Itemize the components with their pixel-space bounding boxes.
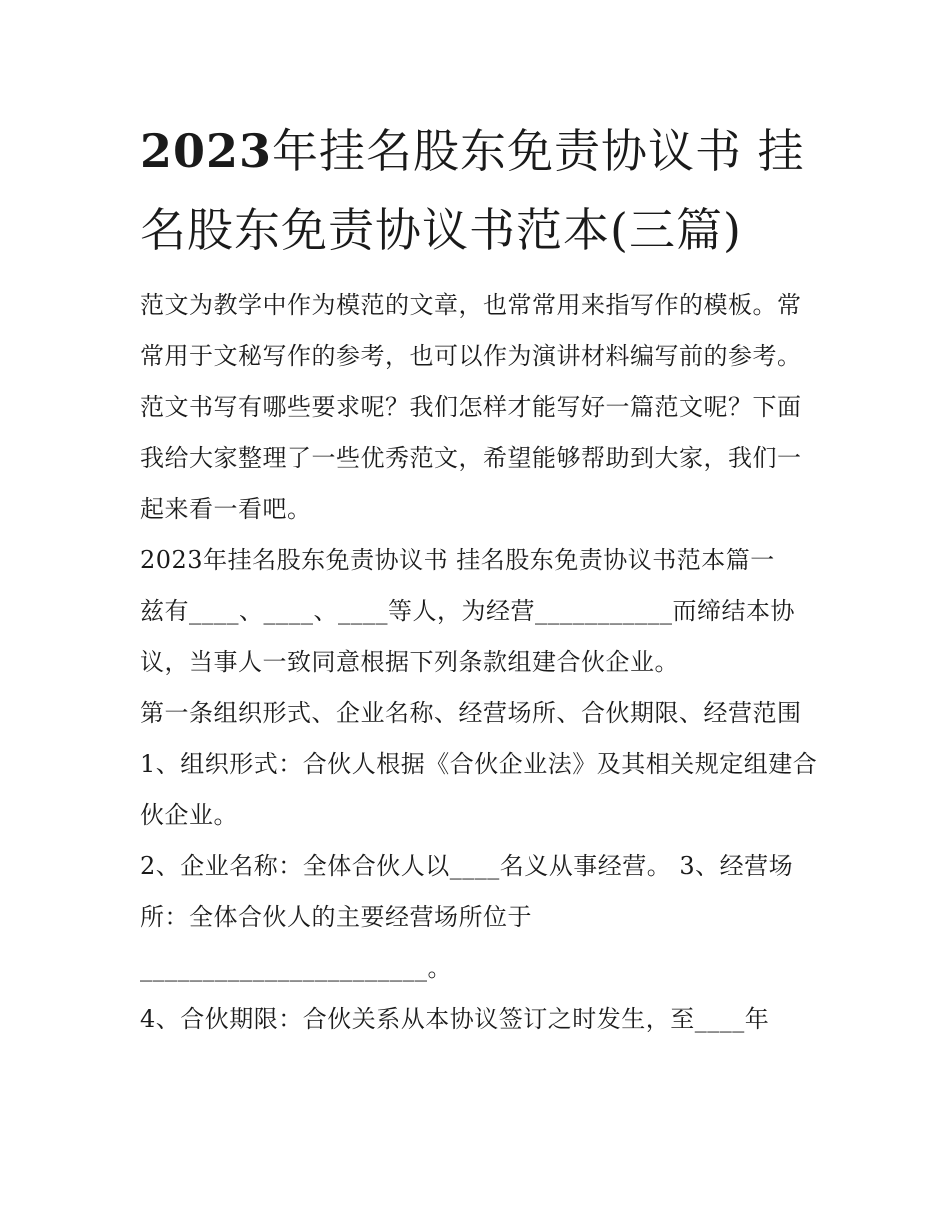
article-one-heading: 第一条组织形式、企业名称、经营场所、合伙期限、经营范围 [140,699,802,727]
clause-enterprise-name: 2、企业名称：全体合伙人以____名义从事经营。 3、经营场所：全体合伙人的主要经营场所位于 [140,852,794,931]
agreement-paragraph: 兹有____、____、____等人，为经营___________而缔结本协议，当事人一致同意根据下列条款组建合伙企业。 [140,597,795,676]
document-title [140,112,820,270]
document-body [140,280,820,1045]
clause-partnership-term: 4、合伙期限：合伙关系从本协议签订之时发生，至____年 [140,1005,770,1033]
clause-organization-form: 1、组织形式：合伙人根据《合伙企业法》及其相关规定组建合伙企业。 [140,750,818,829]
title-text: 年挂名股东免责协议书 挂名股东免责协议书范本(三篇) [140,124,805,257]
section-heading: 2023年挂名股东免责协议书 挂名股东免责协议书范本篇一 [140,546,775,574]
document-content [140,112,820,1045]
intro-paragraph: 范文为教学中作为模范的文章，也常常用来指写作的模板。常常用于文秘写作的参考，也可以作为演讲材料编写前的参考。范文书写有哪些要求呢？我们怎样才能写好一篇范文呢？下面我给大家整理了一些优秀范文，希望能够帮助到大家，我们一起来看一看吧。 [140,291,802,523]
title-year: 2023 [140,124,273,178]
address-blank-line: _______________________。 [140,954,452,982]
